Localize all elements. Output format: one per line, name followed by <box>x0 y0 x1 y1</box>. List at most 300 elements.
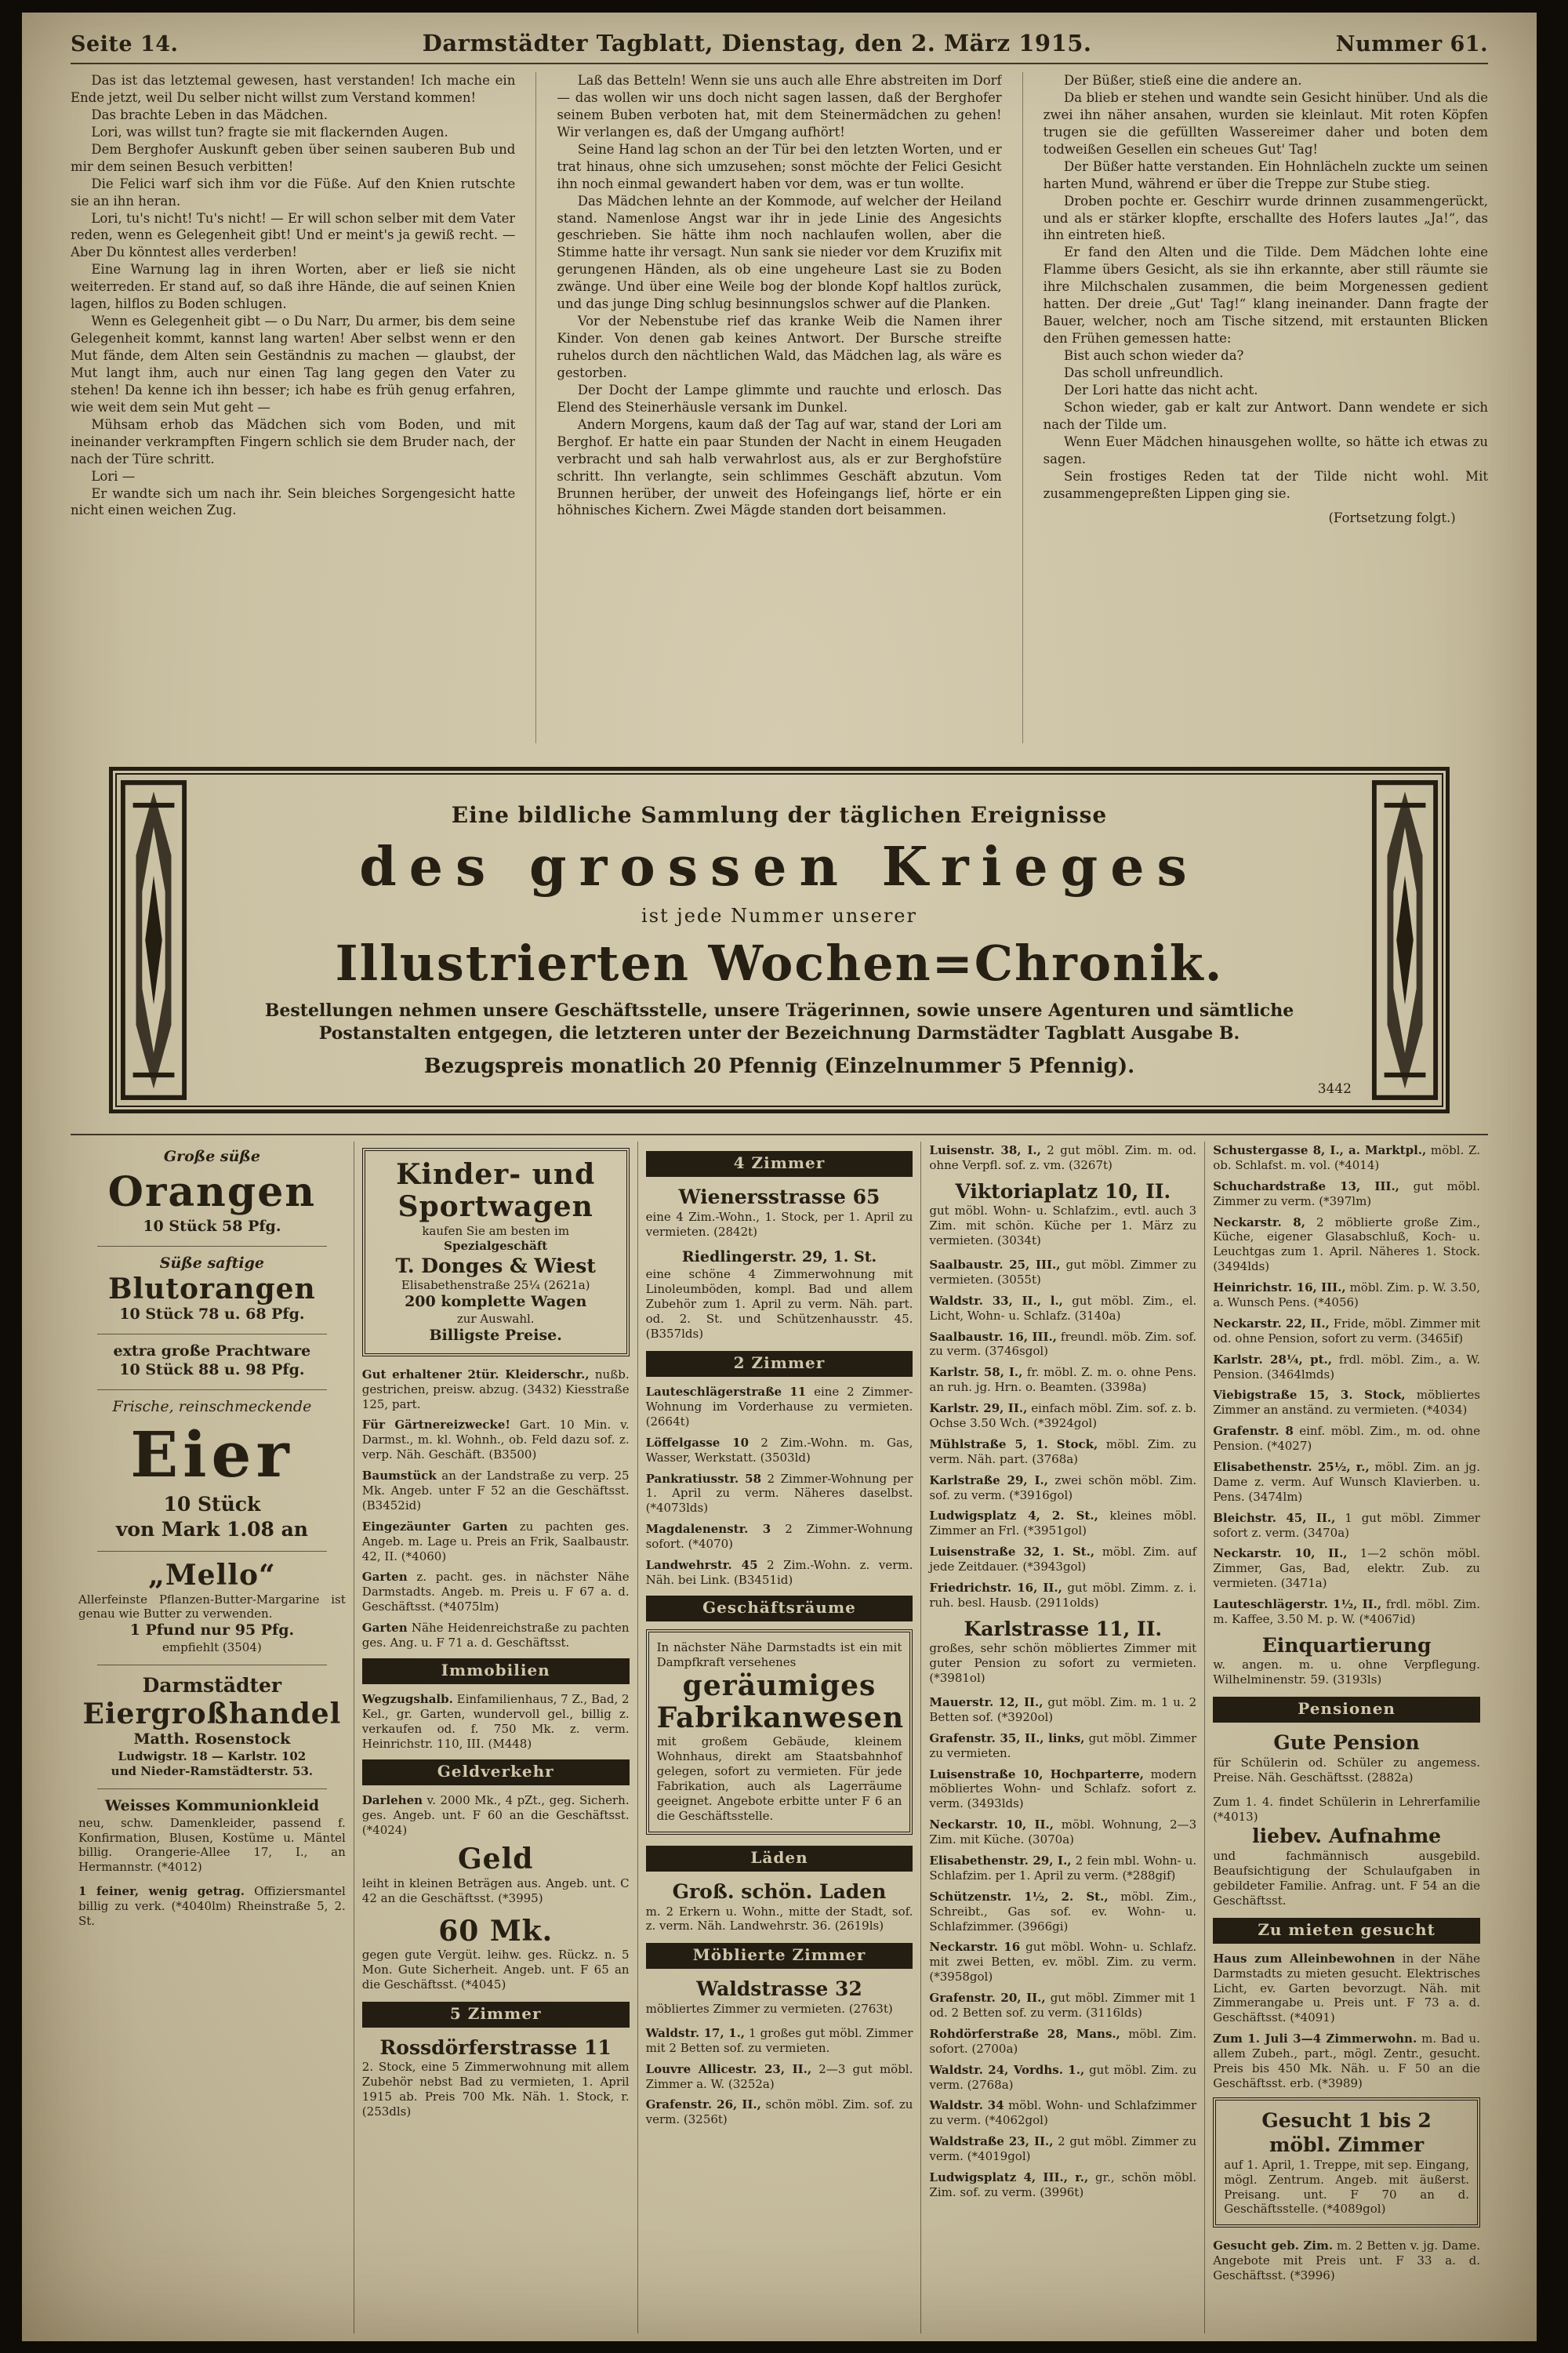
story-paragraph: (Fortsetzung folgt.) <box>1328 510 1456 526</box>
classified-ad <box>362 1621 630 1650</box>
display-ad-line: auf 1. April, 1. Treppe, mit sep. Eingang, mögl. Zentrum. Angeb. mit äußerst. Preisang. unt. F 70 an d. Geschäftsstelle. (*4089gol) <box>1224 2157 1469 2217</box>
ad-text: frdl. möbl. Zim. m. Kaffee, 3.50 M. p. W. (*4067id) <box>1213 1597 1480 1627</box>
ad-lead: Grafenstr. 26, II., <box>645 2097 761 2112</box>
display-ad <box>78 1560 346 1655</box>
ad-lead: Landwehrstr. 45 <box>645 1557 758 1572</box>
ad-lead: Elisabethenstr. 25½, r., <box>1213 1460 1370 1475</box>
display-ad-line: Weisses Kommunionkleid <box>104 1796 319 1814</box>
section-header: Geschäftsräume <box>646 1596 913 1621</box>
ad-text: möbl. Zim. an jg. Dame z. verm. Auf Wunsch Klavierben. u. Pens. (3474lm) <box>1213 1460 1480 1504</box>
ad-lead: Garten <box>361 1621 408 1636</box>
ad-text: frdl. möbl. Zim., a. W. Pension. (3464lmds) <box>1213 1352 1480 1382</box>
classified-ad <box>646 1558 913 1588</box>
display-ad-line: Matth. Rosenstock <box>133 1730 291 1748</box>
story-paragraph: Droben pochte er. Geschirr wurde drinnen zusammengerückt, und als er stärker klopfte, erschallte des Hofers lautes „Ja!“, das ihn eintreten hieß. <box>1043 193 1488 243</box>
ad-lead: Rohdörferstraße 28, Mans., <box>929 2026 1120 2041</box>
ad-lead: Ludwigsplatz 4, III., r., <box>929 2170 1089 2184</box>
classified-ad <box>646 1472 913 1516</box>
display-ad <box>646 1248 913 1341</box>
ad-text: gut möbl. Zimmer zu verm. (*397lm) <box>1213 1178 1480 1208</box>
story-paragraph: Mühsam erhob das Mädchen sich vom Boden, und mit ineinander verkrampften Fingern schlich sie dem Bruder nach, der nach der Türe schritt. <box>71 416 516 467</box>
ad-lead: Neckarstr. 10, II., <box>1213 1546 1348 1561</box>
classified-ad <box>1213 2239 1480 2283</box>
ad-lead: Viebigstraße 15, 3. Stock, <box>1213 1388 1406 1403</box>
ad-text: zwei schön möbl. Zim. sof. zu verm. (*3916gol) <box>929 1472 1197 1502</box>
classified-ad <box>929 1817 1196 1847</box>
ad-text: möbl. Wohnung, 2—3 Zim. mit Küche. (3070a) <box>929 1817 1197 1847</box>
ad-lead: Grafenstr. 8 <box>1213 1424 1294 1439</box>
story-column-1 <box>71 72 515 743</box>
display-ad-line: Allerfeinste Pflanzen-Butter-Margarine ist genau wie Butter zu verwenden. <box>78 1592 346 1621</box>
display-ad <box>78 1673 346 1779</box>
display-ad-line: Blutorangen <box>108 1273 316 1305</box>
story-paragraph: Wenn Euer Mädchen hinausgehen wollte, so hätte ich etwas zu sagen. <box>1043 434 1488 467</box>
display-ad-line: Frische, reinschmeckende <box>112 1398 312 1416</box>
story-paragraph: Lori, tu's nicht! Tu's nicht! — Er will schon selber mit dem Vater reden, wenn es Gelegenheit gibt! Und er meint's ja gewiß recht. — Aber Du könntest alles verderben! <box>71 210 516 260</box>
classified-ad <box>929 1581 1196 1610</box>
ad-lead: Saalbaustr. 16, III., <box>929 1329 1057 1344</box>
display-ad <box>78 1342 346 1380</box>
display-ad <box>646 1879 913 1934</box>
ad-text: 1—2 schön möbl. Zimmer, Gas, Bad, elektr. Zub. zu vermieten. (3471a) <box>1213 1546 1480 1591</box>
ad-text: gut möbl. Zimm. z. i. ruh. besl. Hausb. (2911olds) <box>929 1580 1197 1610</box>
section-header: 5 Zimmer <box>362 2002 630 2028</box>
paper-sheet <box>22 13 1537 2341</box>
ad-lead: Grafenstr. 35, II., links, <box>929 1730 1085 1745</box>
display-ad-line: Sportwagen <box>397 1190 593 1224</box>
display-ad <box>1213 1730 1480 1785</box>
classifieds-top-rule <box>71 1134 1488 1135</box>
display-ad-line: kaufen Sie am besten im <box>422 1223 570 1238</box>
ad-lead: Mauerstr. 12, II., <box>929 1694 1044 1709</box>
ad-lead: Bleichstr. 45, II., <box>1213 1510 1336 1525</box>
classified-ad <box>1213 1952 1480 2025</box>
display-ad-line: Billigste Preise. <box>429 1326 562 1344</box>
classified-ad <box>1213 1316 1480 1346</box>
story-paragraph: Der Büßer, stieß eine die andere an. <box>1064 73 1302 88</box>
display-ad-line: w. angen. m. u. ohne Verpflegung. Wilhelminenstr. 59. (3193ls) <box>1213 1658 1480 1687</box>
ad-text: Einfamilienhaus, 7 Z., Bad, 2 Kel., gr. Garten, wundervoll gel., billig z. verkaufen od. f. 750 Mk. z. verm. Heinrichstr. 110, III. (M448) <box>361 1692 630 1751</box>
display-ad-line: T. Donges & Wiest <box>395 1254 596 1277</box>
display-ad <box>1213 1795 1480 1908</box>
ad-text: Offiziersmantel billig zu verk. (*4040lm) Rheinstraße 5, 2. St. <box>78 1884 346 1929</box>
classified-ad <box>929 1330 1196 1360</box>
ad-lead: Louvre Allicestr. 23, II., <box>645 2061 812 2076</box>
ad-text: 2 möblierte große Zim., Küche, eigener Glasabschluß, Koch- u. Leuchtgas zum 1. April. Näheres 1. Stock. (3494lds) <box>1213 1215 1480 1274</box>
ad-text: gut möbl. Zim. zu verm. (2768a) <box>929 2062 1197 2092</box>
display-ad-line: 1 Pfund nur 95 Pfg. <box>129 1621 295 1639</box>
story-paragraph: Das Mädchen lehnte an der Kommode, auf welcher der Heiland stand. Namenlose Angst war ihr in jede Linie des Angesichts geschrieben. Sie hätte ihm noch nachlaufen wollen, aber die Stimme hatte ihr versagt. Nun sank sie nieder vor dem Kruzifix mit gerungenen Händen, als ob eine ungeheure Last sie zu Boden zwänge. Und über eine Weile bog der blonde Kopf haltlos zurück, und das junge Ding schlug besinnungslos schwer auf die Planken. <box>557 193 1002 312</box>
classified-ad <box>929 1940 1196 1984</box>
display-ad-line: empfiehlt (3504) <box>162 1640 262 1655</box>
classified-ad <box>1213 1215 1480 1275</box>
promo-product-name: Illustrierten Wochen=Chronik. <box>335 935 1224 993</box>
classified-ad <box>929 1143 1196 1173</box>
ad-text: 2—3 gut möbl. Zimmer a. W. (3252a) <box>645 2061 913 2091</box>
story-paragraph: Wenn es Gelegenheit gibt — o Du Narr, Du armer, bis dem seine Gelegenheit kommt, kannst lang warten! Aber selbst wenn er den Mut fände, dem Alten sein Geständnis zu machen — glaubst, der Mut langt ihm, auch nur einen Tag lang gegen den Vater zu stehen! Da kenne ich ihn besser; ich habe es früh genug erfahren, wie weit dem sein Mut geht — <box>71 314 516 415</box>
promo-order-info: Bestellungen nehmen unsere Geschäftsstelle, unsere Trägerinnen, sowie unsere Agenturen und sämtliche Postanstalten entgegen, die letzteren unter der Bezeichnung Darmstädter Tagblatt Ausgabe B. <box>264 1000 1294 1044</box>
promo-connector: ist jede Nummer unserer <box>641 905 917 928</box>
ad-text: an der Landstraße zu verp. 25 Mk. Angeb. unter F 52 an die Geschäftsst. (B3452id) <box>361 1469 630 1512</box>
ad-text: möbl. Zim. zu verm. Näh. part. (3768a) <box>929 1436 1197 1466</box>
display-ad <box>362 2035 630 2119</box>
display-ad-line: und fachmännisch ausgebild. Beaufsichtigung der Schulaufgaben in gebildeter Familie. Anfrag. unt. F 54 an die Geschäftsst. <box>1213 1848 1480 1908</box>
ad-lead: Waldstr. 34 <box>929 2098 1004 2113</box>
ad-lead: Waldstr. 17, 1., <box>645 2025 746 2040</box>
classified-ad <box>929 1767 1196 1812</box>
ad-lead: Magdalenenstr. 3 <box>645 1522 771 1537</box>
story-paragraph: Das ist das letztemal gewesen, hast verstanden! Ich mache ein Ende jetzt, weil Du selber nicht willst zum Verstand kommen! <box>71 73 516 105</box>
display-ad-line: Karlstrasse 11, II. <box>964 1617 1163 1640</box>
display-ad-line: und Nieder-Ramstädterstr. 53. <box>111 1763 314 1778</box>
classified-ad <box>362 1520 630 1564</box>
ad-text: gut möbl. Wohn- u. Schlafz. mit zwei Betten, ev. möbl. Zim. zu verm. (*3958gol) <box>929 1940 1197 1984</box>
ad-text: einfach möbl. Zim. sof. z. b. Ochse 3.50 Wch. (*3924gol) <box>929 1401 1197 1430</box>
classified-ad <box>929 1854 1196 1883</box>
classified-ad <box>929 1695 1196 1725</box>
display-ad-line: möbl. Zimmer <box>1269 2133 1425 2157</box>
display-ad-line: eine schöne 4 Zimmerwohnung mit Linoleumböden, kompl. Bad und allem Zubehör zum 1. April zu verm. Näh. part. od. 2. St. und Schützenhausstr. 45. (B357lds) <box>645 1267 913 1341</box>
masthead-rule <box>71 63 1488 64</box>
boxed-display-ad <box>362 1148 630 1356</box>
ad-text: gut möbl. Zimmer mit 1 od. 2 Betten sof. zu verm. (3116lds) <box>929 1991 1197 2020</box>
classified-ad <box>929 1437 1196 1467</box>
ad-text: 2 Zimmer-Wohnung sofort. (*4070) <box>645 1522 913 1552</box>
story-paragraph: Der Büßer hatte verstanden. Ein Hohnlächeln zuckte um seinen harten Mund, während er über die Treppe zur Stube stieg. <box>1043 158 1488 191</box>
display-ad <box>646 1977 913 2016</box>
ad-lead: Neckarstr. 16 <box>929 1940 1021 1955</box>
display-ad-line: leiht in kleinen Beträgen aus. Angeb. unt. C 42 an die Geschäftsst. (*3995) <box>361 1876 630 1905</box>
display-ad-line: Einquartierung <box>1261 1633 1432 1657</box>
display-ad-line: Geld <box>457 1843 534 1876</box>
story-paragraph: Vor der Nebenstube rief das kranke Weib die Namen ihrer Kinder. Von denen gab keines Antwort. Der Bursche streifte ruhelos durch den nächtlichen Wald, das Mädchen lag, als wäre es gestorben. <box>557 314 1002 380</box>
ad-text: Nähe Heidenreichstraße zu pachten ges. Ang. u. F 71 a. d. Geschäftsst. <box>361 1621 630 1650</box>
ad-lead: Neckarstr. 8, <box>1213 1215 1305 1229</box>
classified-ad <box>929 1509 1196 1538</box>
display-ad-line: mit großem Gebäude, kleinem Wohnhaus, direkt am Staatsbahnhof gelegen, sofort zu vermieten. Für jede Fabrikation, auch als Lagerräume geeignet. Angebote erbitte unter F 6 an die Geschäftsstelle. <box>656 1734 902 1823</box>
display-ad-line: 10 Stück <box>163 1493 261 1516</box>
ornament-left-icon <box>119 779 188 1102</box>
classified-ad <box>1213 2032 1480 2091</box>
story-paragraph: Sein frostiges Reden tat der Tilde nicht wohl. Mit zusammengepreßten Lippen ging sie. <box>1043 468 1488 501</box>
display-ad-line: Gesucht 1 bis 2 <box>1261 2108 1432 2132</box>
display-ad-line: „Mello“ <box>148 1559 276 1592</box>
ad-text: fr. möbl. Z. m. o. ohne Pens. an ruh. jg. Hrn. o. Beamten. (3398a) <box>929 1365 1197 1395</box>
ad-text: nußb. gestrichen, preisw. abzug. (3432) Kiesstraße 125, part. <box>361 1367 630 1411</box>
display-ad <box>929 1617 1196 1686</box>
classified-ad <box>929 1294 1196 1324</box>
ad-divider-rule <box>97 1551 327 1552</box>
classified-ad <box>646 2062 913 2092</box>
story-paragraph: Lori, was willst tun? fragte sie mit flackernden Augen. <box>91 124 448 140</box>
classified-ad <box>646 1522 913 1552</box>
ad-text: 2 gut möbl. Zimmer zu verm. (*4019gol) <box>929 2134 1197 2164</box>
ad-divider-rule <box>97 1788 327 1789</box>
ad-lead: Lauteschlägerstraße 11 <box>645 1385 807 1400</box>
ad-lead: Friedrichstr. 16, II., <box>929 1580 1062 1595</box>
boxed-display-ad <box>1213 2097 1480 2228</box>
boxed-display-ad <box>646 1629 913 1835</box>
ad-lead: Luisenstraße 32, 1. St., <box>929 1545 1095 1560</box>
wochen-chronik-advert <box>109 767 1450 1113</box>
display-ad-line: 60 Mk. <box>438 1914 554 1948</box>
serial-story <box>71 72 1488 743</box>
ad-text: gut möbl. Zim. m. 1 u. 2 Betten sof. (*3920ol) <box>929 1694 1197 1724</box>
display-ad-line: Zum 1. 4. findet Schülerin in Lehrerfamilie (*4013) <box>1213 1794 1480 1824</box>
ad-lead: Schuchardstraße 13, III., <box>1213 1178 1399 1193</box>
display-ad <box>78 1148 346 1236</box>
classified-ad <box>362 1793 630 1838</box>
section-header: Läden <box>646 1846 913 1872</box>
ad-lead: Luisenstraße 10, Hochparterre, <box>929 1767 1144 1781</box>
ad-lead: Schustergasse 8, I., a. Marktpl., <box>1213 1143 1427 1157</box>
ad-lead: Pankratiusstr. 58 <box>645 1471 762 1486</box>
ad-text: in der Nähe Darmstadts zu mieten gesucht. Elektrisches Licht, ev. Garten bevorzugt. Näh. mit Zimmerangabe u. Preis unt. F 73 a. d. Geschäftsst. (*4091) <box>1213 1951 1480 2025</box>
story-column-3 <box>1022 72 1488 743</box>
classified-ad <box>646 2097 913 2127</box>
display-ad-line: Fabrikanwesen <box>656 1701 905 1735</box>
ad-lead: Grafenstr. 20, II., <box>929 1991 1046 2006</box>
display-ad-line: Eiergroßhandel <box>82 1697 342 1730</box>
classified-ad <box>1213 1143 1480 1173</box>
promo-ad-number: 3442 <box>1317 1081 1352 1097</box>
story-paragraph: Der Docht der Lampe glimmte und rauchte und erlosch. Das Elend des Steinerhäusle versank im Dunkel. <box>557 382 1002 415</box>
display-ad <box>929 1179 1196 1248</box>
ad-lead: Darlehen <box>361 1792 423 1807</box>
ad-lead: Schützenstr. 1½, 2. St., <box>929 1889 1109 1904</box>
display-ad-line: Gute Pension <box>1273 1731 1420 1755</box>
classified-ad <box>362 1418 630 1462</box>
story-paragraph: Das brachte Leben in das Mädchen. <box>91 107 328 122</box>
story-paragraph: Seine Hand lag schon an der Tür bei den letzten Worten, und er trat hinaus, ohne sich umzusehen; sonst möchte der Felici Gesicht ihn noch einmal gewandert haben vor dem, was er tun wollte. <box>557 141 1002 191</box>
newspaper-title-dateline: Darmstädter Tagblatt, Dienstag, den 2. März 1915. <box>422 30 1092 56</box>
story-paragraph: Er fand den Alten und die Tilde. Dem Mädchen lohte eine Flamme übers Gesicht, als sie ihn erkannte, aber still räumte sie ihre Milchschalen zusammen, die beim Morgenessen gedient hatten. Der dreie „Gut' Tag!“ klang ineinander. Dann fragte der Bauer, welcher, noch am Tische sitzend, mit erstaunten Blicken den Frühen gemessen hatte: <box>1043 245 1488 347</box>
display-ad-line: m. 2 Erkern u. Wohn., mitte der Stadt, sof. z. verm. Näh. Landwehrstr. 36. (2619ls) <box>645 1904 913 1934</box>
story-paragraph: Der Lori hatte das nicht acht. <box>1064 382 1258 398</box>
classified-ad <box>929 1890 1196 1934</box>
ad-lead: Heinrichstr. 16, III., <box>1213 1280 1346 1295</box>
story-column-2 <box>535 72 1001 743</box>
display-ad <box>362 1915 630 1992</box>
display-ad-line: eine 4 Zim.-Wohn., 1. Stock, per 1. April zu vermieten. (2842t) <box>645 1209 913 1239</box>
classified-ad <box>929 1401 1196 1431</box>
classified-ad <box>362 1469 630 1513</box>
display-ad-line: zur Auswahl. <box>456 1311 535 1326</box>
masthead <box>71 30 1488 56</box>
ad-lead: Saalbaustr. 25, III., <box>929 1257 1061 1272</box>
display-ad <box>646 1185 913 1239</box>
display-ad-line: Orangen <box>107 1167 317 1216</box>
ad-lead: Karlstr. 29, II., <box>929 1401 1028 1416</box>
section-header: Pensionen <box>1213 1697 1480 1723</box>
classified-ad <box>929 1731 1196 1761</box>
ad-text: eine 2 Zimmer-Wohnung im Vorderhause zu vermieten. (2664t) <box>645 1385 913 1429</box>
ad-text: 2 Zim.-Wohn. m. Gas, Wasser, Werkstatt. (3503ld) <box>645 1435 913 1465</box>
classified-column-5 <box>1204 1142 1488 2333</box>
ad-lead: Waldstr. 24, Vordhs. 1., <box>929 2062 1085 2077</box>
ad-text: z. pacht. ges. in nächster Nähe Darmstadts. Angeb. m. Preis u. F 67 a. d. Geschäftsst. (*4075lm) <box>361 1570 630 1614</box>
issue-number: Nummer 61. <box>1335 32 1488 56</box>
display-ad-line: Spezialgeschäft <box>444 1238 548 1253</box>
display-ad-line: 10 Stück 78 u. 68 Pfg. <box>119 1305 305 1324</box>
classified-ad <box>362 1367 630 1412</box>
ad-text: m. Bad u. allem Zubeh., part., mögl. Zentr., gesucht. Preis bis 450 Mk. Näh. u. F 50 an die Geschäftsst. erb. (*3989) <box>1213 2032 1480 2090</box>
story-paragraph: Dem Berghofer Auskunft geben über seinen sauberen Bub und mir dem seinen Besuch verbitten! <box>71 141 516 174</box>
display-ad-line: geräumiges <box>682 1669 877 1702</box>
classified-ad <box>929 2063 1196 2093</box>
section-header: Geldverkehr <box>362 1759 630 1785</box>
classified-ad <box>929 1365 1196 1395</box>
ad-text: modern möbliertes Wohn- und Schlafz. sofort z. verm. (3493lds) <box>929 1767 1197 1811</box>
ad-text: gut möbl. Zim., el. Licht, Wohn- u. Schlafz. (3140a) <box>929 1293 1197 1323</box>
story-paragraph: Die Felici warf sich ihm vor die Füße. Auf den Knien rutschte sie an ihn heran. <box>71 176 516 209</box>
ad-lead: Neckarstr. 10, II., <box>929 1817 1054 1832</box>
display-ad <box>362 1843 630 1905</box>
classified-ad <box>929 2170 1196 2200</box>
display-ad-line: Riedlingerstr. 29, 1. St. <box>681 1248 877 1266</box>
ad-lead: Baumstück <box>361 1469 437 1483</box>
ad-text: 1 gut möbl. Zimmer sofort z. verm. (3470a) <box>1213 1510 1480 1540</box>
classified-ad <box>1213 1597 1480 1627</box>
ad-text: 2 Zim.-Wohn. z. verm. Näh. bei Link. (B3451id) <box>645 1557 913 1587</box>
display-ad-line: liebev. Aufnahme <box>1252 1825 1442 1848</box>
ad-lead: Karlstraße 29, I., <box>929 1472 1048 1487</box>
ad-lead: Zum 1. Juli 3—4 Zimmerwohn. <box>1213 2032 1417 2046</box>
display-ad-line: 10 Stück 58 Pfg. <box>143 1218 281 1236</box>
ad-text: möbl. Zim. p. W. 3.50, a. Wunsch Pens. (*4056) <box>1213 1280 1480 1310</box>
ad-lead: Mühlstraße 5, 1. Stock, <box>929 1436 1098 1451</box>
classified-ad <box>929 2027 1196 2057</box>
display-ad-line: gegen gute Vergüt. leihw. ges. Rückz. n. 5 Mon. Gute Sicherheit. Angeb. unt. F 65 an die Geschäftsst. (*4045) <box>361 1948 630 1992</box>
section-header: Möblierte Zimmer <box>646 1943 913 1969</box>
display-ad <box>78 1398 346 1541</box>
display-ad-line: möbliertes Zimmer zu vermieten. (2763t) <box>645 2001 893 2016</box>
story-paragraph: Er wandte sich um nach ihr. Sein bleiches Sorgengesicht hatte nicht einen weichen Zug. <box>71 485 516 518</box>
display-ad-line: Darmstädter <box>142 1674 282 1698</box>
display-ad-line: extra große Prachtware <box>113 1342 311 1360</box>
ad-lead: 1 feiner, wenig getrag. <box>78 1884 245 1899</box>
ad-divider-rule <box>97 1246 327 1247</box>
story-paragraph: Das scholl unfreundlich. <box>1064 365 1224 380</box>
ad-text: möbl. Zim. auf jede Zeitdauer. (*3943gol) <box>929 1545 1197 1574</box>
story-paragraph: Andern Morgens, kaum daß der Tag auf war, stand der Lori am Berghof. Er hatte ein paar Stunden der Nacht in einem Heugaden verbracht und sah halb verwahrlost aus, als er zur Berghofstüre schritt. Ihn verlangte, sein schlimmes Geschäft abzutun. Vom Brunnen herüber, der unweit des Hofeingangs lief, hörte er ein höhnisches Kichern. Zwei Mägde standen dort beisammen. <box>557 416 1002 518</box>
classified-column-2 <box>354 1142 637 2333</box>
ad-text: m. 2 Betten v. jg. Dame. Angebote mit Preis unt. F 33 a. d. Geschäftsst. (*3996) <box>1213 2239 1480 2283</box>
display-ad-line: Elisabethenstraße 25¼ (2621a) <box>401 1278 590 1293</box>
ad-text: möbl. Z. ob. Schlafst. m. vol. (*4014) <box>1213 1143 1480 1172</box>
ad-lead: Gut erhaltener 2tür. Kleiderschr., <box>361 1367 590 1382</box>
classified-column-1 <box>71 1142 354 2333</box>
ad-text: Gart. 10 Min. v. Darmst., m. kl. Wohnh., ob. Feld dazu sof. z. verp. Näh. Geschäft. (B3500) <box>361 1418 630 1462</box>
classified-ad <box>646 1385 913 1429</box>
section-header: 4 Zimmer <box>646 1151 913 1177</box>
classified-column-3 <box>637 1142 921 2333</box>
classified-ad <box>929 2134 1196 2164</box>
ad-lead: Waldstraße 23, II., <box>929 2134 1054 2149</box>
classified-ad <box>929 1991 1196 2021</box>
classified-ads <box>71 1142 1488 2333</box>
ad-lead: Wegzugshalb. <box>361 1692 453 1707</box>
promo-headline: des grossen Krieges <box>359 836 1200 899</box>
display-ad-line: 2. Stock, eine 5 Zimmerwohnung mit allem Zubehör nebst Bad zu vermieten, 1. April 1915 ab. Preis 700 Mk. Näh. 1. Stock, r. (253dls) <box>361 2060 630 2119</box>
story-paragraph: Lori — <box>91 468 136 484</box>
display-ad-line: 200 komplette Wagen <box>405 1292 587 1310</box>
display-ad-line: Waldstrasse 32 <box>696 1977 862 2001</box>
classified-ad <box>1213 1511 1480 1541</box>
ad-lead: Elisabethenstr. 29, I., <box>929 1853 1072 1868</box>
promo-price: Bezugspreis monatlich 20 Pfennig (Einzelnummer 5 Pfennig). <box>423 1054 1135 1078</box>
ad-text: v. 2000 Mk., 4 pZt., geg. Sicherh. ges. Angeb. unt. F 60 an die Geschäftsst. (*4024) <box>361 1792 630 1837</box>
display-ad <box>78 1255 346 1324</box>
display-ad-line: von Mark 1.08 an <box>115 1517 308 1541</box>
classified-ad <box>646 1436 913 1465</box>
promo-subtitle: Eine bildliche Sammlung der täglichen Ereignisse <box>451 802 1108 829</box>
classified-ad <box>929 1473 1196 1503</box>
classified-ad <box>362 1570 630 1614</box>
classified-ad <box>1213 1546 1480 1591</box>
classified-column-4 <box>920 1142 1204 2333</box>
display-ad-line: Große süße <box>163 1148 260 1165</box>
ad-lead: Gesucht geb. Zim. <box>1213 2239 1334 2253</box>
display-ad-line: Rossdörferstrasse 11 <box>379 2035 612 2059</box>
classified-ad <box>929 1545 1196 1574</box>
ornament-left <box>113 771 194 1109</box>
ad-lead: Löffelgasse 10 <box>645 1435 750 1450</box>
ad-text: 2 Zimmer-Wohnung per 1. April zu verm. Näheres daselbst. (*4073lds) <box>645 1471 913 1516</box>
ad-lead: Karlstr. 58, I., <box>929 1365 1023 1380</box>
display-ad-line: Wienersstrasse 65 <box>678 1186 880 1209</box>
display-ad-line: neu, schw. Damenkleider, passend f. Konfirmation, Blusen, Kostüme u. Mäntel billig. Orangerie-Allee 17, I., an Hermannstr. (*4012) <box>78 1815 346 1875</box>
story-paragraph: Bist auch schon wieder da? <box>1064 348 1244 363</box>
ad-lead: Für Gärtnereizwecke! <box>361 1418 510 1432</box>
ad-text: Fride, möbl. Zimmer mit od. ohne Pension, sofort zu verm. (3465if) <box>1213 1316 1480 1345</box>
ad-divider-rule <box>97 1389 327 1390</box>
ad-lead: Lauteschlägerstr. 1½, II., <box>1213 1597 1382 1612</box>
classified-ad <box>1213 1179 1480 1209</box>
ad-text: möbl. Zim., Schreibt., Gas sof. ev. Wohn- u. Schlafzimmer. (3966gi) <box>929 1889 1197 1934</box>
ad-text: möbl. Zim. sofort. (2700a) <box>929 2026 1197 2056</box>
ad-text: kleines möbl. Zimmer an Frl. (*3951gol) <box>929 1509 1197 1538</box>
ad-lead: Neckarstr. 22, II., <box>1213 1316 1330 1331</box>
display-ad-line: 10 Stück 88 u. 98 Pfg. <box>119 1361 305 1379</box>
classified-ad <box>1213 1353 1480 1382</box>
ad-text: 1 großes gut möbl. Zimmer mit 2 Betten sof. zu vermieten. <box>645 2025 913 2055</box>
display-ad-line: Groß. schön. Laden <box>672 1880 887 1904</box>
classified-ad <box>646 2026 913 2056</box>
display-ad-line: Viktoriaplatz 10, II. <box>955 1179 1171 1203</box>
ad-text: gut möbl. Zimmer zu vermieten. <box>929 1730 1197 1760</box>
classified-ad <box>1213 1424 1480 1454</box>
display-ad-line: In nächster Nähe Darmstadts ist ein mit Dampfkraft versehenes <box>656 1639 902 1669</box>
ad-text: freundl. möb. Zim. sof. zu verm. (3746sgol) <box>929 1329 1197 1359</box>
display-ad-line: Eier <box>130 1418 294 1492</box>
ad-text: einf. möbl. Zim., m. od. ohne Pension. (*4027) <box>1213 1424 1480 1454</box>
ornament-right <box>1364 771 1446 1109</box>
classified-ad <box>1213 1280 1480 1310</box>
story-paragraph: Schon wieder, gab er kalt zur Antwort. Dann wendete er sich nach der Tilde um. <box>1043 399 1488 432</box>
ad-lead: Eingezäunter Garten <box>361 1519 508 1534</box>
display-ad-line: gut möbl. Wohn- u. Schlafzim., evtl. auch 3 Zim. mit schön. Küche per 1. März zu vermieten. (3034t) <box>929 1204 1197 1248</box>
ad-text: schön möbl. Zim. sof. zu verm. (3256t) <box>645 2097 913 2127</box>
display-ad <box>1213 1633 1480 1687</box>
page-number: Seite 14. <box>71 32 179 56</box>
ad-text: möbliertes Zimmer an anständ. zu vermieten. (*4034) <box>1213 1388 1480 1418</box>
classified-ad <box>929 1258 1196 1287</box>
classified-ad <box>362 1692 630 1752</box>
story-paragraph: Laß das Betteln! Wenn sie uns auch alle Ehre abstreiten im Dorf — das wollen wir uns doch nicht sagen lassen, daß der Berghofer seinem Buben verboten hat, mit dem Steinermädchen zu gehen! Wir verlangen es, daß der Umgang aufhört! <box>557 73 1002 140</box>
ad-lead: Karlstr. 28¼, pt., <box>1213 1352 1332 1367</box>
story-paragraph: Eine Warnung lag in ihren Worten, aber er ließ sie nicht weiterreden. Er stand auf, so daß ihre Hände, die auf seinen Knien lagen, hilflos zu Boden schlugen. <box>71 262 516 312</box>
